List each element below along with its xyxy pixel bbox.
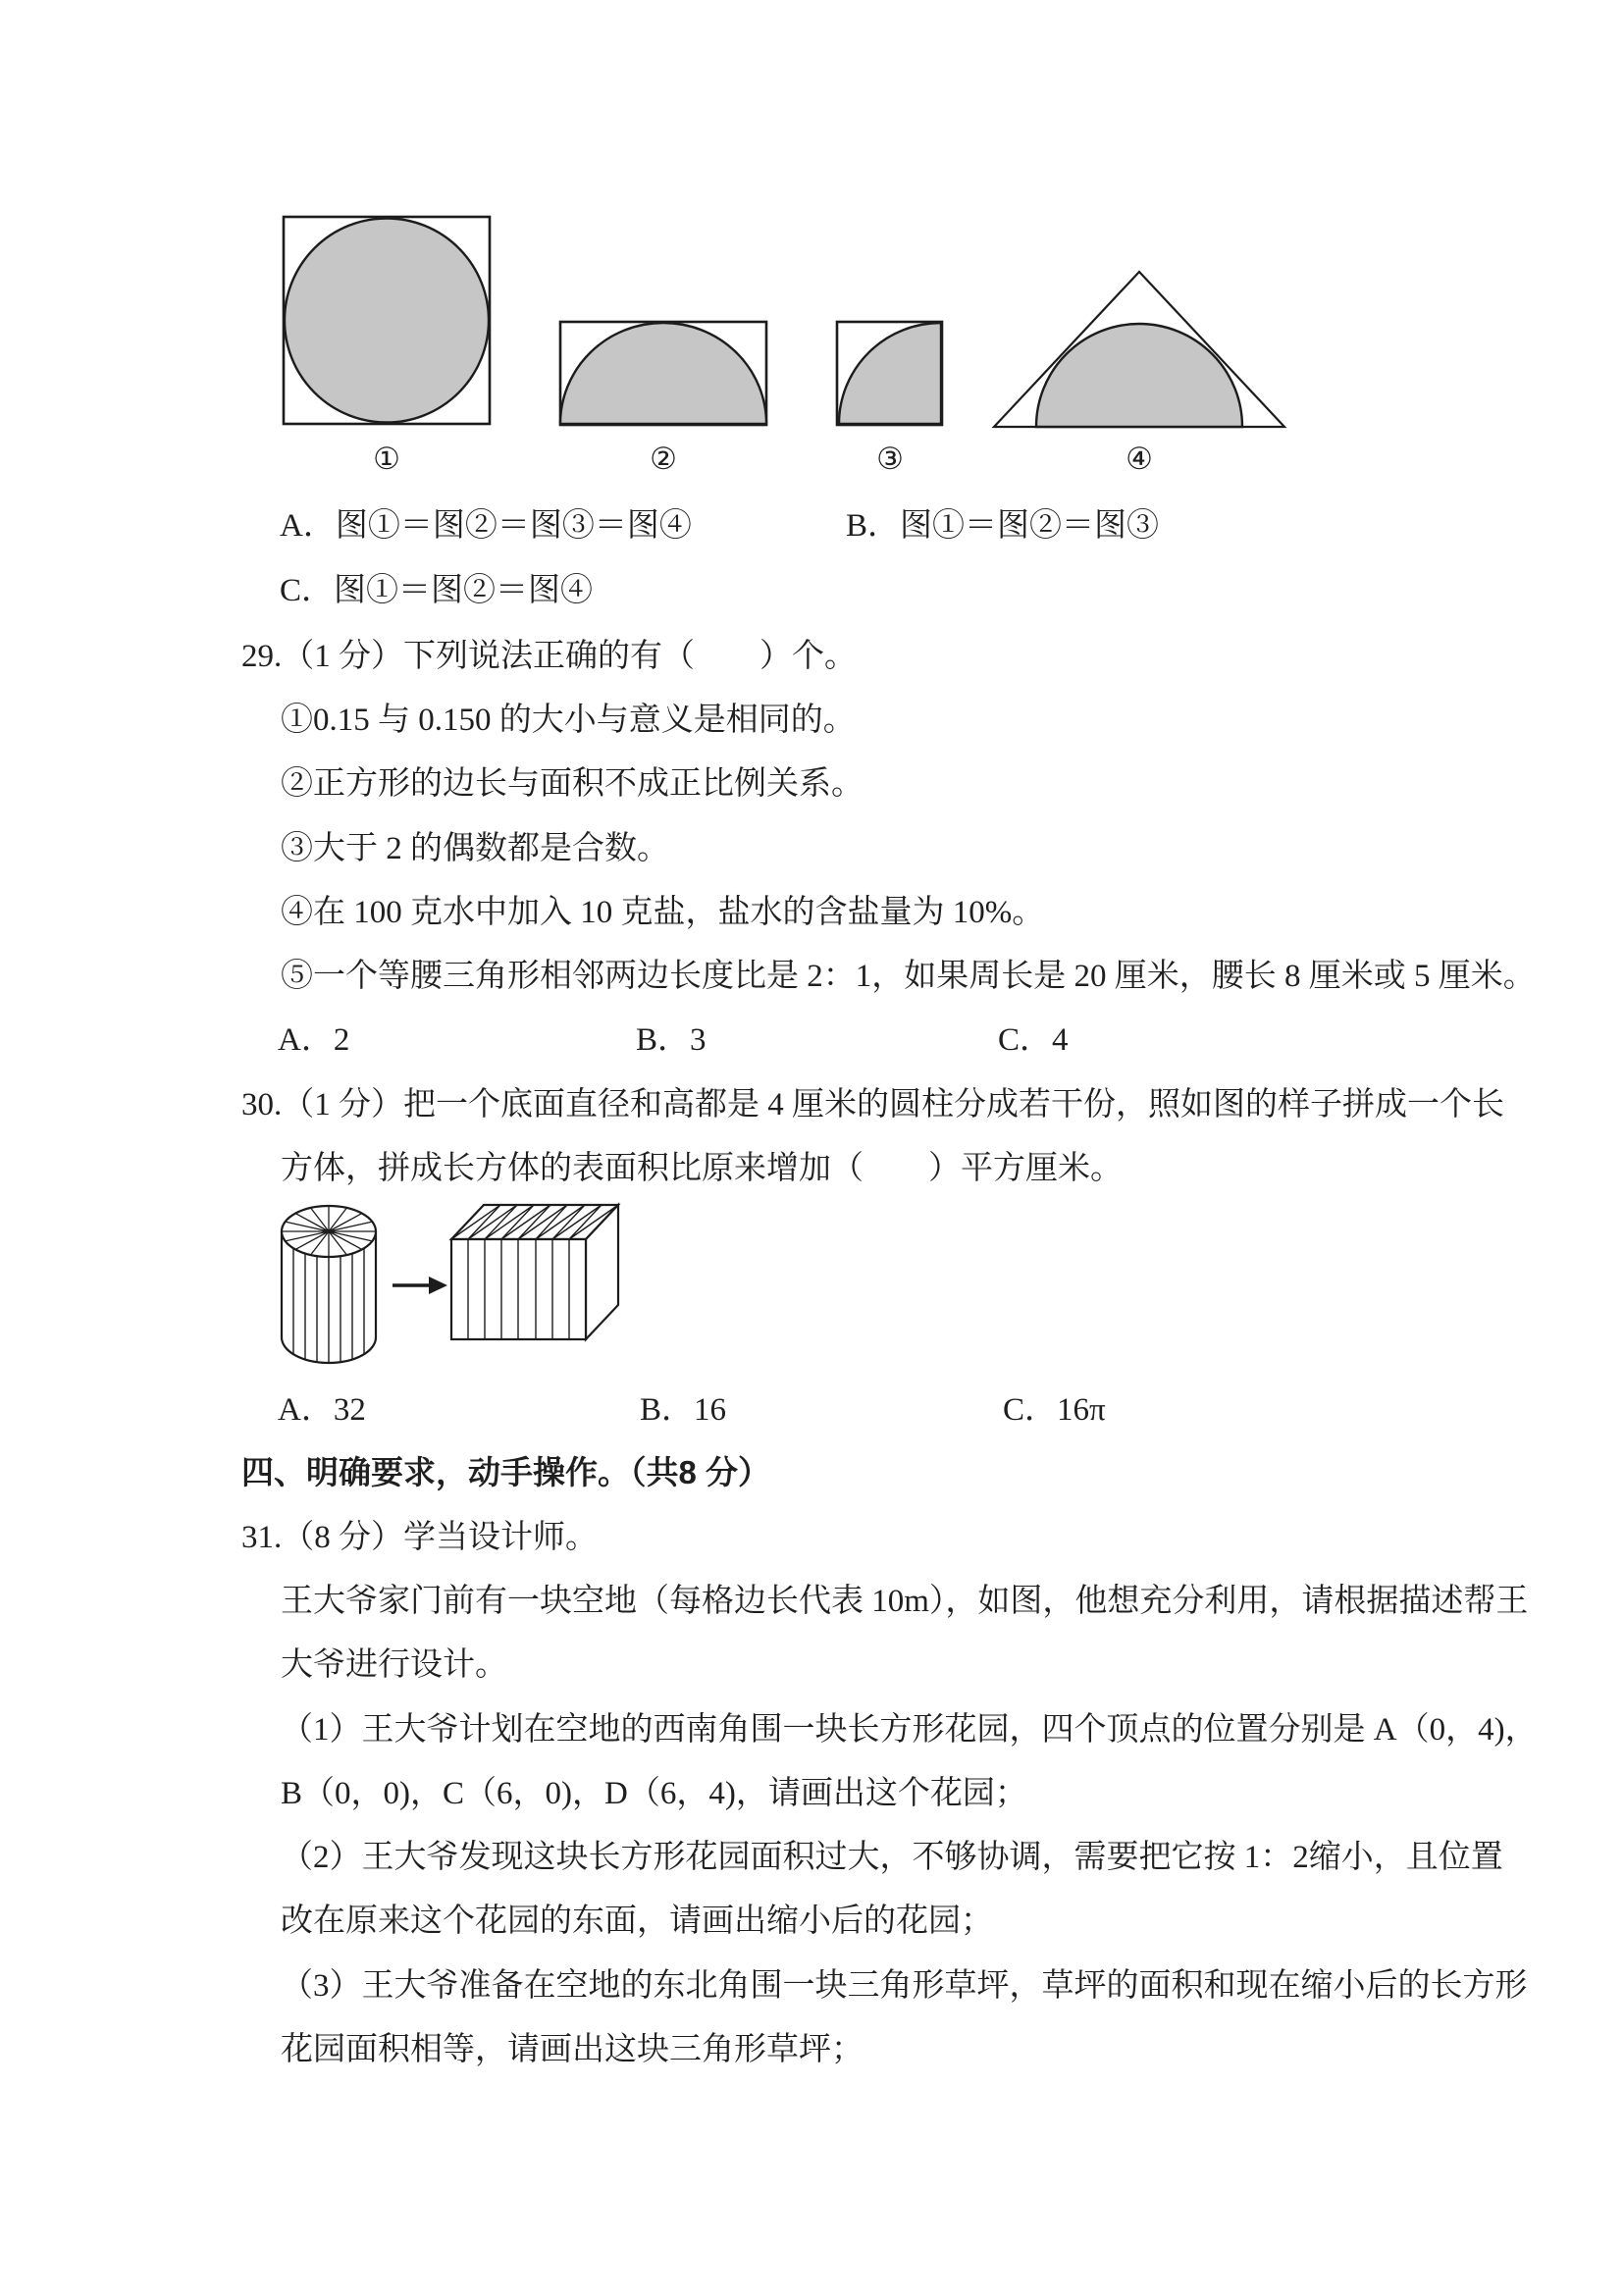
inscribed-semicircle bbox=[1036, 324, 1242, 427]
q29-option-c: C．4 bbox=[998, 1022, 1069, 1058]
q29-statement-2: ②正方形的边长与面积不成正比例关系。 bbox=[281, 766, 864, 802]
q31-intro-line1: 王大爷家门前有一块空地（每格边长代表 10m），如图，他想充分利用，请根据描述帮王 bbox=[281, 1584, 1529, 1619]
figure-4-label: ④ bbox=[1126, 442, 1153, 477]
q31-part3-line1: （3）王大爷准备在空地的东北角围一块三角形草坪，草坪的面积和现在缩小后的长方形 bbox=[281, 1968, 1528, 2004]
figure-2-label: ② bbox=[650, 442, 677, 477]
q31-part2-line1: （2）王大爷发现这块长方形花园面积过大，不够协调，需要把它按 1：2缩小，且位置 bbox=[281, 1840, 1503, 1875]
transform-arrow-icon bbox=[393, 1277, 447, 1294]
figure-semicircle-in-triangle bbox=[994, 272, 1284, 427]
q31-part1-line1: （1）王大爷计划在空地的西南角围一块长方形花园，四个顶点的位置分别是 A（0，4)， bbox=[281, 1712, 1538, 1748]
q29-statement-4: ④在 100 克水中加入 10 克盐，盐水的含盐量为 10%。 bbox=[281, 895, 1045, 930]
q29-option-a: A．2 bbox=[278, 1022, 350, 1058]
figure-1-label: ① bbox=[373, 442, 400, 477]
q29-stem: 29.（1 分）下列说法正确的有（ ）个。 bbox=[241, 639, 857, 674]
q30-stem-line1: 30.（1 分）把一个底面直径和高都是 4 厘米的圆柱分成若干份，照如图的样子拼成一个长 bbox=[241, 1087, 1504, 1122]
q28-option-a: A．图①＝图②＝图③＝图④ bbox=[280, 508, 692, 544]
cylinder-slice-lines bbox=[293, 1248, 364, 1363]
section-4-heading: 四、明确要求，动手操作。（共8 分） bbox=[241, 1454, 771, 1490]
q30-stem-line2: 方体，拼成长方体的表面积比原来增加（ ）平方厘米。 bbox=[281, 1151, 1123, 1186]
q31-part1-line2: B（0，0)，C（6，0)，D（6，4)，请画出这个花园； bbox=[281, 1776, 1027, 1811]
figure-circle-in-square bbox=[284, 217, 490, 424]
q29-statement-3: ③大于 2 的偶数都是合数。 bbox=[281, 831, 669, 866]
q28-geometry-figures bbox=[265, 206, 1315, 491]
q29-statement-5: ⑤一个等腰三角形相邻两边长度比是 2：1，如果周长是 20 厘米，腰长 8 厘米或 5 厘米。 bbox=[281, 959, 1536, 994]
q29-statement-1: ①0.15 与 0.150 的大小与意义是相同的。 bbox=[281, 703, 856, 738]
q30-option-c: C．16π bbox=[1003, 1392, 1106, 1428]
figure-quarter-circle-in-square bbox=[837, 322, 942, 425]
inscribed-circle bbox=[285, 219, 489, 423]
figure-semicircle-in-rectangle bbox=[560, 322, 766, 425]
rearranged-box-figure bbox=[451, 1205, 618, 1339]
arrow-head bbox=[429, 1277, 447, 1294]
q30-option-a: A．32 bbox=[278, 1392, 366, 1428]
q28-option-b: B．图①＝图②＝图③ bbox=[846, 508, 1160, 544]
q31-stem: 31.（8 分）学当设计师。 bbox=[241, 1520, 598, 1555]
q31-part2-line2: 改在原来这个花园的东面，请画出缩小后的花园； bbox=[281, 1904, 993, 1939]
q30-option-b: B．16 bbox=[640, 1392, 727, 1428]
q29-option-b: B．3 bbox=[636, 1022, 707, 1058]
cylinder-figure bbox=[282, 1206, 376, 1363]
cylinder-pie-lines bbox=[282, 1206, 376, 1257]
q31-intro-line2: 大爷进行设计。 bbox=[281, 1647, 507, 1683]
q31-part3-line2: 花园面积相等，请画出这块三角形草坪； bbox=[281, 2032, 864, 2067]
figure-3-label: ③ bbox=[876, 442, 904, 477]
q28-option-c: C．图①＝图②＝图④ bbox=[280, 573, 594, 608]
q30-cylinder-to-box-figure bbox=[265, 1192, 638, 1379]
